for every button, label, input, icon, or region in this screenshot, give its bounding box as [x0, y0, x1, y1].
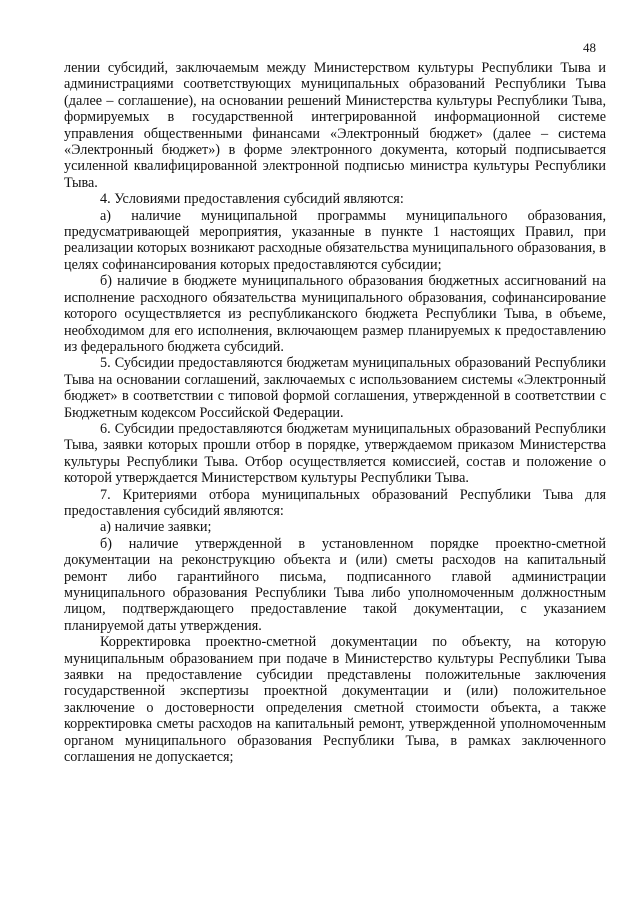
paragraph-item-6: 6. Субсидии предоставляются бюджетам муниципальных образований Республики Тыва, заявки которых прошли отбор в порядке, утверждаемом приказом Министерства культуры Республики Тыва. Отбор осуществляется комиссией, состав и положение о которой утверждается Министерством культуры Республики Тыва. [64, 420, 606, 487]
paragraph-item-5: 5. Субсидии предоставляются бюджетам муниципальных образований Республики Тыва на основании соглашений, заключаемых с использованием системы «Электронный бюджет» в соответствии с типовой формой соглашения, утвержденной в соответствии с Бюджетным кодексом Российской Федерации. [64, 355, 606, 421]
paragraph-item-7b: б) наличие утвержденной в установленном порядке проектно-сметной документации на реконструкцию объекта и (или) сметы расходов на капитальный ремонт либо гарантийного письма, подписанного главой администрации муниципального образования Республики Тыва либо уполномоченным должностным лицом, подтверждающего предоставление такой документации, с указанием планируемой даты утверждения. [64, 535, 606, 634]
paragraph-item-4a: а) наличие муниципальной программы муниципального образования, предусматривающей мероприятия, указанные в пункте 1 настоящих Правил, при реализации которых возникают расходные обязательства муниципального образования, в целях софинансирования которых предоставляются субсидии; [64, 207, 606, 273]
paragraph-item-4: 4. Условиями предоставления субсидий являются: [100, 191, 404, 208]
paragraph-continuation: лении субсидий, заключаемым между Министерством культуры Республики Тыва и администрациями соответствующих муниципальных образований Республики Тыва (далее – соглашение), на основании решений Министерства культуры Республики Тыва, формируемых в государственной интегрированной информационной системе управления общественными финансами «Электронный бюджет» (далее – система «Электронный бюджет») в форме электронного документа, который подписывается усиленной квалифицированной электронной подписью министра культуры Республики Тыва. [64, 60, 606, 191]
paragraph-item-4b: б) наличие в бюджете муниципального образования бюджетных ассигнований на исполнение расходного обязательства муниципального образования, софинансирование которого осуществляется из республиканского бюджета Республики Тыва, в объеме, необходимом для его исполнения, включающем размер планируемых к предоставлению из федерального бюджета субсидий. [64, 273, 606, 355]
paragraph-correction-note: Корректировка проектно-сметной документации по объекту, на которую муниципальным образованием при подаче в Министерство культуры Республики Тыва заявки на предоставление субсидии представлены положительные заключения государственной экспертизы проектной документации и (или) положительное заключение о достоверности определения сметной стоимости объекта, а также корректировка сметы расходов на капитальный ремонт, утвержденной уполномоченным органом муниципального образования Республики Тыва, в рамках заключенного соглашения не допускается; [64, 634, 606, 766]
page-number: 48 [583, 40, 596, 55]
document-body [64, 60, 606, 765]
paragraph-item-7a: а) наличие заявки; [100, 519, 212, 536]
paragraph-item-7: 7. Критериями отбора муниципальных образований Республики Тыва для предоставления субсидий являются: [64, 486, 606, 519]
